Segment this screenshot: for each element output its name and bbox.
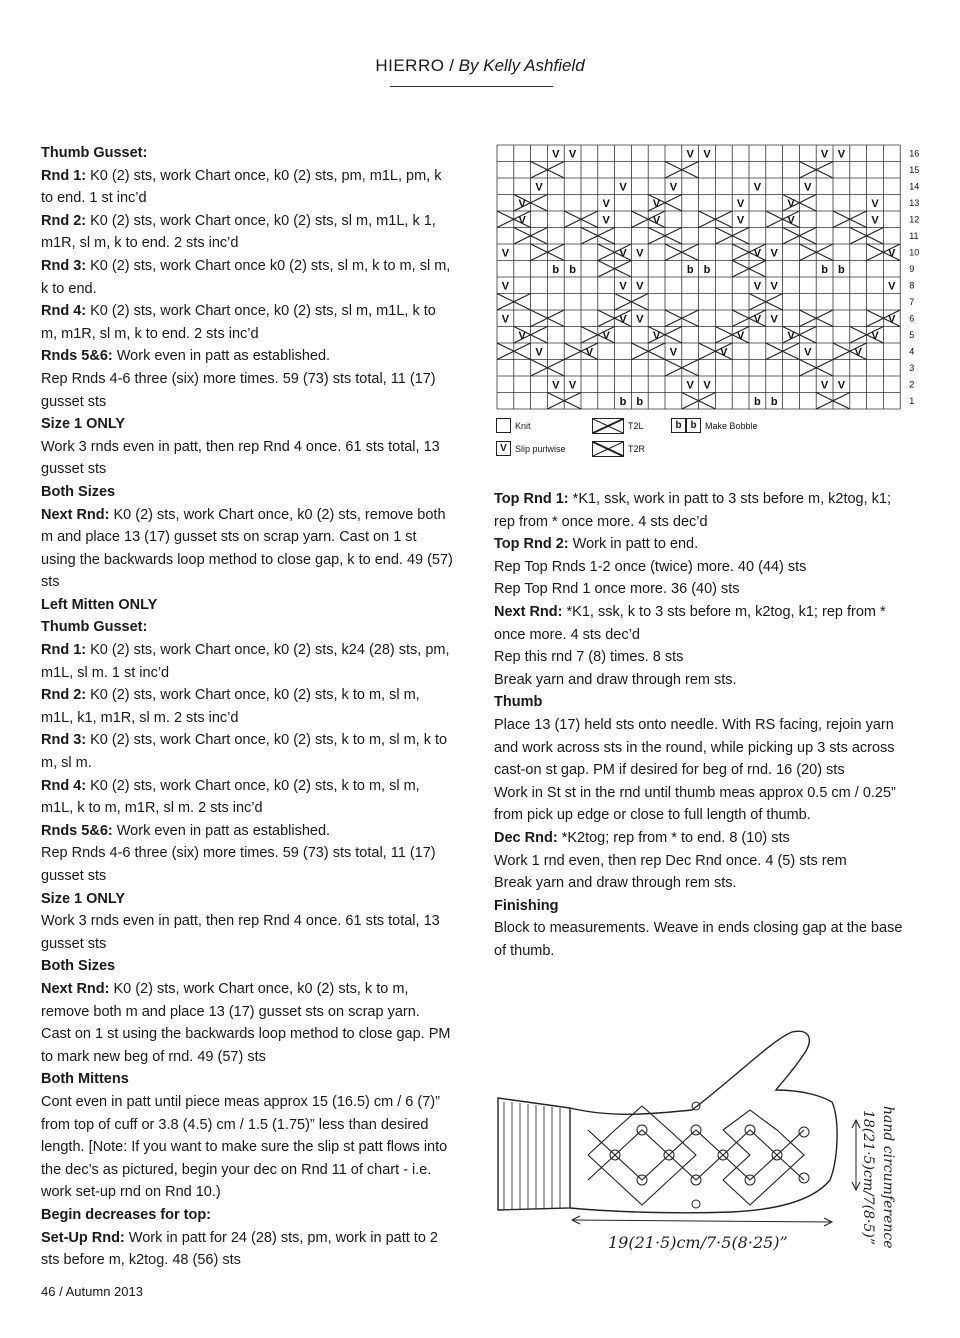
instruction-text: Work in St st in the rnd until thumb meas approx 0.5 cm / 0.25” from pick up edge or close to full length of thumb. <box>494 784 896 824</box>
chart-stitch-symbol: V <box>652 214 661 227</box>
chart-stitch-symbol: V <box>753 181 762 194</box>
instruction-line <box>494 488 908 533</box>
instruction-line <box>494 782 908 827</box>
instruction-line <box>494 917 908 962</box>
pattern-title: HIERRO <box>375 56 445 75</box>
instruction-text: K0 (2) sts, work Chart once, k0 (2) sts, k to m, remove both m and place 13 (17) gusset sts on scrap yarn. Cast on 1 st using the backwards loop method to close gap. PM to mark new beg of rnd. 49 (57) sts <box>41 980 451 1065</box>
page-number: 46 <box>41 1284 56 1299</box>
instruction-text: K0 (2) sts, work Chart once, k0 (2) sts, pm, m1L, pm, k to end. 1 st inc’d <box>41 167 442 207</box>
chart-stitch-symbol: V <box>619 181 627 194</box>
instruction-label: Next Rnd: <box>41 980 110 997</box>
chart-row-number: 3 <box>909 363 915 373</box>
t2l-symbol-icon <box>592 418 624 434</box>
page-footer <box>41 1284 143 1299</box>
chart-stitch-symbol: V <box>770 313 778 326</box>
chart-stitch-symbol: V <box>568 379 577 392</box>
instruction-text: *K1, ssk, k to 3 sts before m, k2tog, k1; rep from * once more. 4 sts dec’d <box>494 603 886 643</box>
instruction-label: Rnd 1: <box>41 167 87 184</box>
chart-stitch-symbol: V <box>854 346 862 359</box>
instruction-label: Top Rnd 2: <box>494 536 569 553</box>
instruction-line <box>41 368 453 413</box>
instruction-line <box>41 210 453 255</box>
instruction-line <box>41 255 453 300</box>
instruction-text: K0 (2) sts, work Chart once k0 (2) sts, sl m, k to m, sl m, k to end. <box>41 257 451 297</box>
instruction-line <box>41 639 453 684</box>
instruction-text: K0 (2) sts, work Chart once, k0 (2) sts, sl m, m1L, k 1, m1R, sl m, k to end. 2 sts inc’d <box>41 212 436 252</box>
instruction-line <box>494 872 908 895</box>
chart-stitch-symbol: V <box>787 214 795 227</box>
chart-row-number: 13 <box>909 198 920 208</box>
chart-stitch-symbol: V <box>652 198 661 210</box>
chart-stitch-symbol: V <box>753 313 762 326</box>
instruction-line <box>41 504 453 594</box>
chart-stitch-symbol: V <box>552 379 560 392</box>
left-column <box>41 142 453 1272</box>
page-header <box>0 56 960 76</box>
instruction-text: K0 (2) sts, work Chart once, k0 (2) sts, k to m, sl m, k to m, sl m. <box>41 732 448 772</box>
chart-stitch-symbol: V <box>585 346 594 359</box>
knit-symbol-icon <box>496 418 511 433</box>
instruction-line <box>494 827 908 850</box>
chart-stitch-symbol: V <box>619 280 627 293</box>
instruction-label: Dec Rnd: <box>494 829 558 846</box>
chart-stitch-symbol: V <box>518 214 526 227</box>
legend-slip-label: Slip purlwise <box>515 443 566 454</box>
instruction-line <box>41 300 453 345</box>
instruction-line <box>41 729 453 774</box>
instruction-text: Block to measurements. Weave in ends closing gap at the base of thumb. <box>494 920 903 959</box>
chart-stitch-symbol: V <box>669 181 678 194</box>
instruction-text: K0 (2) sts, work Chart once, k0 (2) sts, remove both m and place 13 (17) gusset sts on scrap yarn. Cast on 1 st using the backwards loop method to close gap, k to end. 49 (57) sts <box>41 506 453 591</box>
chart-stitch-symbol: V <box>753 247 762 260</box>
instruction-line <box>41 1091 453 1204</box>
instruction-text: K0 (2) sts, work Chart once, k0 (2) sts, k24 (28) sts, pm, m1L, sl m. 1 st inc’d <box>41 642 450 681</box>
instruction-line <box>41 775 453 820</box>
chart-stitch-symbol: V <box>736 214 745 227</box>
instruction-line <box>494 578 908 601</box>
chart-stitch-symbol: V <box>552 148 560 161</box>
instruction-text: Work 3 rnds even in patt, then rep Rnd 4 once. 61 sts total, 13 gusset sts <box>41 913 440 952</box>
chart-stitch-symbol: V <box>636 247 644 260</box>
instruction-line <box>41 820 453 843</box>
chart-stitch-symbol: V <box>619 247 627 260</box>
instruction-line <box>41 165 453 210</box>
chart-stitch-symbol: V <box>804 181 812 194</box>
chart-stitch-symbol: V <box>686 379 694 392</box>
header-rule <box>390 86 553 87</box>
chart-stitch-symbol: V <box>602 198 610 210</box>
instruction-text: Work in patt to end. <box>572 536 699 553</box>
chart-row-number: 8 <box>909 280 915 291</box>
instruction-line <box>494 601 908 646</box>
section-heading: Size 1 ONLY <box>41 416 126 433</box>
chart-stitch-symbol: b <box>636 396 644 408</box>
instruction-line <box>494 556 908 579</box>
chart-row-number: 11 <box>909 231 919 241</box>
instruction-label: Next Rnd: <box>41 506 110 523</box>
chart-stitch-symbol: b <box>754 396 761 408</box>
legend-t2l <box>592 418 644 434</box>
legend-slip <box>496 441 566 456</box>
chart-row-number: 7 <box>909 297 915 307</box>
instruction-text: Work 1 rnd even, then rep Dec Rnd once. 4 (5) sts rem <box>494 852 847 869</box>
chart-stitch-symbol: V <box>871 330 879 342</box>
instruction-text: Rep Top Rnd 1 once more. 36 (40) sts <box>494 581 740 598</box>
chart-stitch-symbol: V <box>518 330 526 342</box>
section-heading: Both Mittens <box>41 1071 129 1088</box>
chart-stitch-symbol: V <box>501 280 510 293</box>
chart-stitch-symbol: V <box>770 247 778 260</box>
instruction-label: Rnds 5&6: <box>41 348 113 365</box>
chart-stitch-symbol: V <box>804 346 812 359</box>
mitten-schematic <box>492 1010 922 1270</box>
instruction-text: Place 13 (17) held sts onto needle. With RS facing, rejoin yarn and work across sts in the round, while picking up 3 sts across cast-on st gap. PM if desired for beg of rnd. 16 (20) sts <box>494 716 895 779</box>
chart-stitch-symbol: b <box>821 264 828 276</box>
instruction-label: Rnd 1: <box>41 642 87 659</box>
legend-t2r <box>592 441 645 457</box>
instruction-text: Rep Top Rnds 1-2 once (twice) more. 40 (44) sts <box>494 558 807 575</box>
section-heading: Begin decreases for top: <box>41 1206 212 1223</box>
width-measurement: 19(21·5)cm/7·5(8·25)” <box>608 1233 788 1252</box>
instruction-line <box>494 646 908 669</box>
instruction-label: Rnd 2: <box>41 212 87 229</box>
chart-stitch-symbol: b <box>686 264 694 276</box>
instruction-line <box>494 714 908 782</box>
instruction-label: Rnds 5&6: <box>41 822 113 839</box>
chart-stitch-symbol: V <box>686 148 694 161</box>
instruction-line <box>41 345 453 368</box>
bobble-symbol-icon: b <box>671 418 686 433</box>
section-heading: Left Mitten ONLY <box>41 596 158 613</box>
instruction-line <box>494 533 908 556</box>
instruction-text: Work in patt for 24 (28) sts, pm, work in patt to 2 sts before m, k2tog. 48 (56) sts <box>41 1229 438 1269</box>
chart-row-number: 1 <box>909 396 915 406</box>
instruction-label: Rnd 3: <box>41 257 87 274</box>
instruction-line <box>494 669 908 692</box>
t2r-symbol-icon <box>592 441 624 457</box>
section-heading: Both Sizes <box>41 958 116 975</box>
legend-t2r-label: T2R <box>628 444 646 454</box>
chart-stitch-symbol: V <box>602 330 610 342</box>
chart-stitch-symbol: V <box>888 313 896 326</box>
legend-knit-label: Knit <box>515 420 531 431</box>
chart-stitch-symbol: V <box>535 346 543 359</box>
instruction-text: Rep Rnds 4-6 three (six) more times. 59 (73) sts total, 11 (17) gusset sts <box>41 845 436 884</box>
section-heading: Thumb Gusset: <box>41 619 148 636</box>
chart-row-number: 16 <box>909 148 920 159</box>
section-heading: Thumb Gusset: <box>41 145 148 161</box>
knitting-chart <box>496 144 920 414</box>
chart-stitch-symbol: V <box>518 198 526 210</box>
chart-stitch-symbol: V <box>568 148 577 161</box>
section-heading: Both Sizes <box>41 483 116 500</box>
chart-stitch-symbol: V <box>770 280 778 293</box>
slip-symbol-icon: V <box>496 441 511 456</box>
chart-stitch-symbol: V <box>669 346 678 359</box>
chart-stitch-symbol: V <box>501 313 510 326</box>
chart-stitch-symbol: b <box>569 264 576 276</box>
chart-stitch-symbol: b <box>619 396 627 408</box>
chart-stitch-symbol: V <box>787 330 795 342</box>
chart-row-number: 9 <box>909 264 915 274</box>
chart-stitch-symbol: b <box>703 264 711 276</box>
chart-stitch-symbol: V <box>837 379 846 392</box>
instruction-line <box>41 978 453 1068</box>
chart-stitch-symbol: V <box>888 247 896 260</box>
instruction-text: Break yarn and draw through rem sts. <box>494 671 737 688</box>
instruction-text: Cont even in patt until piece meas approx 15 (16.5) cm / 6 (7)” from top of cuff or 3.8 (4.5) cm / 1.5 (1.75)” less than desired length. [Note: If you want to make sure the slip st patt flows into the dec’s as pictured, begin your dec on Rnd 11 of chart - i.e. work set-up rnd on Rnd 10.) <box>41 1093 448 1201</box>
chart-row-number: 6 <box>909 313 915 324</box>
instruction-line <box>494 850 908 873</box>
chart-row-number: 15 <box>909 165 920 175</box>
instruction-line <box>41 910 453 955</box>
pattern-author: By Kelly Ashfield <box>458 56 585 75</box>
instruction-label: Top Rnd 1: <box>494 491 569 507</box>
chart-stitch-symbol: V <box>619 313 627 326</box>
chart-stitch-symbol: V <box>652 330 661 342</box>
chart-stitch-symbol: V <box>501 247 510 260</box>
instruction-text: Rep this rnd 7 (8) times. 8 sts <box>494 649 684 666</box>
chart-stitch-symbol: V <box>636 313 644 326</box>
instruction-label: Next Rnd: <box>494 603 563 620</box>
issue-name: Autumn 2013 <box>65 1284 143 1299</box>
chart-stitch-symbol: b <box>838 264 845 276</box>
chart-stitch-symbol: b <box>552 264 560 276</box>
instruction-text: Work 3 rnds even in patt, then rep Rnd 4 once. 61 sts total, 13 gusset sts <box>41 438 440 478</box>
footer-separator: / <box>59 1284 63 1299</box>
chart-row-number: 12 <box>909 214 920 225</box>
header-separator: / <box>449 56 454 75</box>
chart-stitch-symbol: b <box>770 396 778 408</box>
chart-row-number: 4 <box>909 346 915 357</box>
chart-row-number: 5 <box>909 330 915 340</box>
instruction-text: K0 (2) sts, work Chart once, k0 (2) sts, k to m, sl m, m1L, k to m, m1R, sl m. 2 sts inc’d <box>41 777 420 817</box>
chart-stitch-symbol: V <box>535 181 543 194</box>
instruction-text: Rep Rnds 4-6 three (six) more times. 59 (73) sts total, 11 (17) gusset sts <box>41 370 436 410</box>
legend-t2l-label: T2L <box>628 421 644 431</box>
chart-stitch-symbol: V <box>888 280 896 293</box>
chart-stitch-symbol: V <box>820 148 829 161</box>
instruction-line <box>41 842 453 887</box>
hand-circumference-label: hand circumference <box>880 1106 896 1249</box>
chart-stitch-symbol: V <box>837 148 846 161</box>
chart-row-number: 10 <box>909 247 920 258</box>
section-heading: Thumb <box>494 694 543 711</box>
legend-bobble <box>671 418 758 433</box>
right-column <box>494 488 908 962</box>
instruction-label: Rnd 4: <box>41 777 87 794</box>
chart-stitch-symbol: V <box>720 346 728 359</box>
chart-row-number: 14 <box>909 181 920 192</box>
hand-circumference-measurement: 18(21·5)cm/7(8·5)” <box>860 1110 876 1245</box>
legend-bobble-label: Make Bobble <box>705 420 758 431</box>
chart-stitch-symbol: V <box>636 280 644 293</box>
instruction-text: Work even in patt as established. <box>116 822 331 839</box>
section-heading: Size 1 ONLY <box>41 890 126 907</box>
instruction-text: *K2tog; rep from * to end. 8 (10) sts <box>561 829 790 846</box>
chart-stitch-symbol: V <box>871 214 879 227</box>
instruction-text: *K1, ssk, work in patt to 3 sts before m, k2tog, k1; rep from * once more. 4 sts dec’d <box>494 491 892 530</box>
chart-stitch-symbol: V <box>602 214 610 227</box>
chart-stitch-symbol: V <box>736 198 745 210</box>
instruction-line <box>41 1227 453 1272</box>
chart-stitch-symbol: V <box>703 148 711 161</box>
legend-knit <box>496 418 531 433</box>
chart-row-number: 2 <box>909 379 915 390</box>
chart-stitch-symbol: V <box>787 198 795 210</box>
chart-stitch-symbol: V <box>871 198 879 210</box>
chart-stitch-symbol: V <box>753 280 762 293</box>
chart-legend <box>496 418 816 462</box>
instruction-line <box>41 436 453 481</box>
instruction-label: Rnd 4: <box>41 303 87 320</box>
chart-stitch-symbol: V <box>820 379 829 392</box>
instruction-label: Set-Up Rnd: <box>41 1229 125 1246</box>
instruction-line <box>41 684 453 729</box>
section-heading: Finishing <box>494 897 559 914</box>
instruction-text: K0 (2) sts, work Chart once, k0 (2) sts, k to m, sl m, m1L, k1, m1R, sl m. 2 sts inc’d <box>41 687 420 726</box>
instruction-text: Work even in patt as established. <box>116 348 331 365</box>
instruction-text: K0 (2) sts, work Chart once, k0 (2) sts, sl m, m1L, k to m, m1R, sl m, k to end. 2 sts inc’d <box>41 303 436 342</box>
instruction-text: Break yarn and draw through rem sts. <box>494 875 737 892</box>
instruction-label: Rnd 3: <box>41 732 87 749</box>
instruction-label: Rnd 2: <box>41 687 87 704</box>
chart-stitch-symbol: V <box>703 379 711 392</box>
bobble-symbol-icon: b <box>686 418 701 433</box>
chart-stitch-symbol: V <box>736 330 745 342</box>
